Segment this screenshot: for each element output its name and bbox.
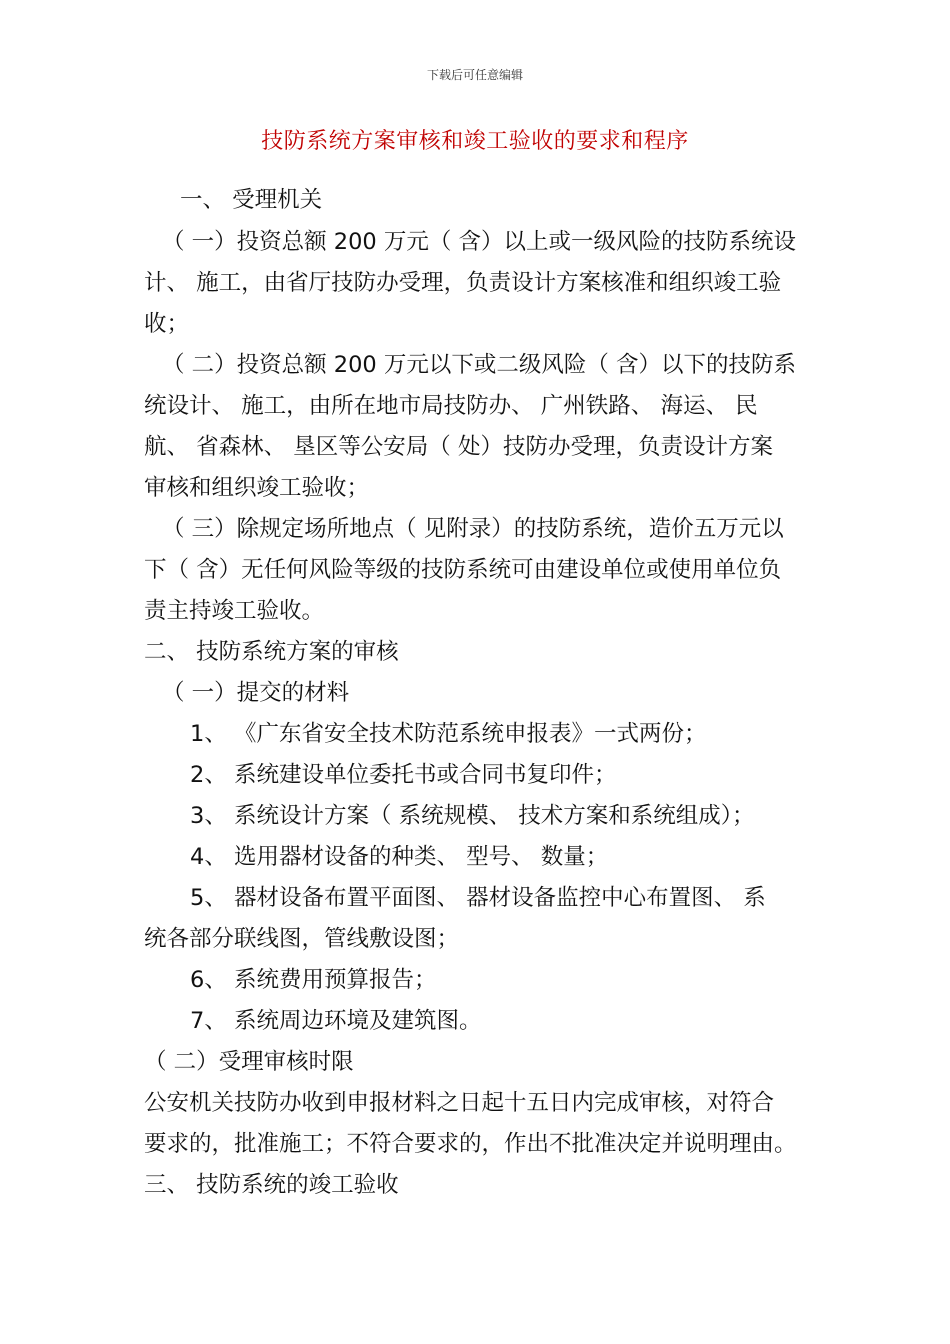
paragraph-line: 审核和组织竣工验收；: [144, 475, 370, 501]
paragraph-line: 下（ 含）无任何风险等级的技防系统可由建设单位或使用单位负: [144, 557, 782, 583]
paragraph-line: 责主持竣工验收。: [144, 598, 325, 624]
paragraph-line: （ 一）投资总额 200 万元（ 含）以上或一级风险的技防系统设: [162, 229, 797, 255]
paragraph-line: 公安机关技防办收到申报材料之日起十五日内完成审核，对符合: [144, 1090, 775, 1116]
list-item: 1、 《广东省安全技术防范系统申报表》一式两份；: [190, 721, 707, 747]
paragraph-line: 计、 施工，由省厅技防办受理，负责设计方案核准和组织竣工验: [144, 270, 782, 296]
list-item: 7、 系统周边环境及建筑图。: [190, 1008, 482, 1034]
section-heading-1: 一、 受理机关: [180, 187, 323, 213]
section-heading-2: 二、 技防系统方案的审核: [144, 639, 399, 665]
header-note: 下载后可任意编辑: [426, 68, 523, 82]
list-item: 4、 选用器材设备的种类、 型号、 数量；: [190, 844, 609, 870]
document-title: 技防系统方案审核和竣工验收的要求和程序: [261, 129, 689, 154]
list-item: 2、 系统建设单位委托书或合同书复印件；: [190, 762, 617, 788]
paragraph-line: 收；: [144, 311, 190, 337]
list-item-continuation: 统各部分联线图，管线敷设图；: [144, 926, 460, 952]
section-heading-3: 三、 技防系统的竣工验收: [144, 1172, 399, 1198]
list-item: 6、 系统费用预算报告；: [190, 967, 437, 993]
paragraph-line: 航、 省森林、 垦区等公安局（ 处）技防办受理，负责设计方案: [144, 434, 773, 460]
subsection-heading: （ 一）提交的材料: [162, 680, 350, 706]
paragraph-line: 要求的，批准施工；不符合要求的，作出不批准决定并说明理由。: [144, 1131, 797, 1157]
list-item: 5、 器材设备布置平面图、 器材设备监控中心布置图、 系: [190, 885, 766, 911]
list-item: 3、 系统设计方案（ 系统规模、 技术方案和系统组成）；: [190, 803, 755, 829]
paragraph-line: （ 三）除规定场所地点（ 见附录）的技防系统，造价五万元以: [162, 516, 784, 542]
paragraph-line: （ 二）投资总额 200 万元以下或二级风险（ 含）以下的技防系: [162, 352, 797, 378]
paragraph-line: 统设计、 施工，由所在地市局技防办、 广州铁路、 海运、 民: [144, 393, 758, 419]
subsection-heading: （ 二）受理审核时限: [144, 1049, 354, 1075]
